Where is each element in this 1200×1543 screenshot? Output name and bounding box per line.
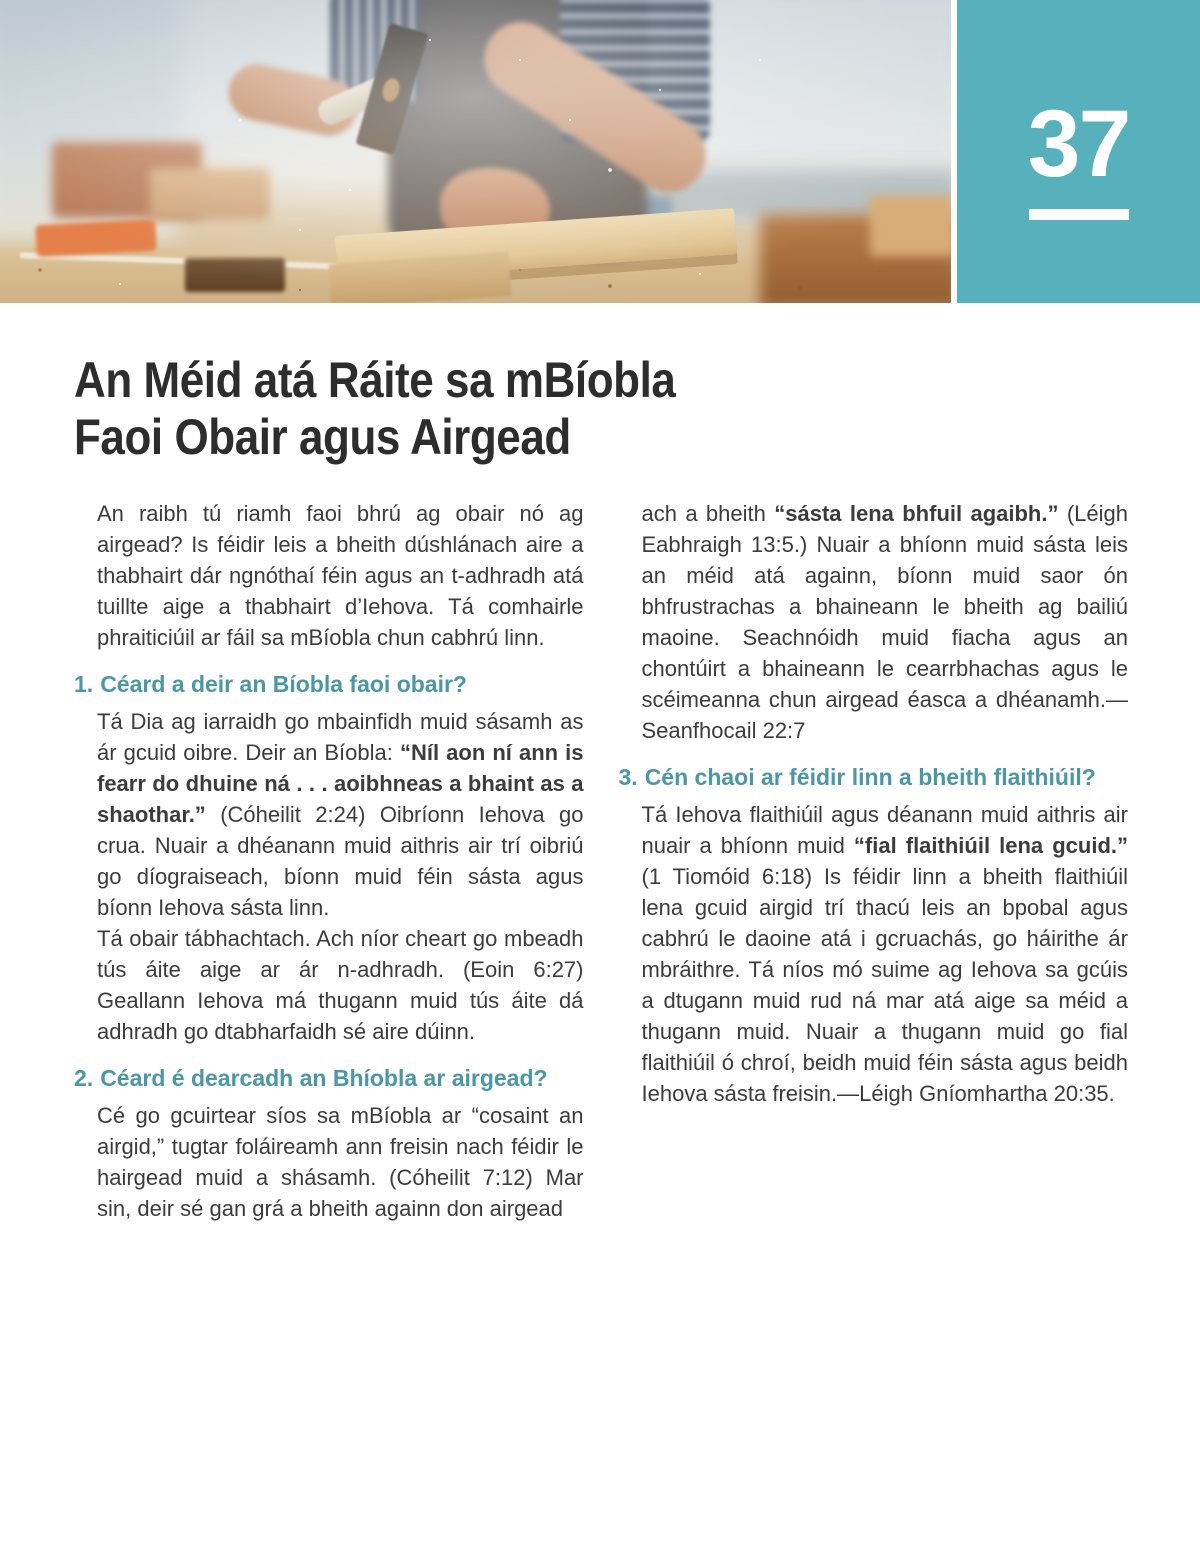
left-column xyxy=(74,498,584,1224)
photo-light-overlay xyxy=(0,0,951,303)
paragraph-text: (Léigh Eabhraigh 13:5.) Nuair a bhíonn muid sásta leis an méid atá againn, bíonn muid saor ón bhfrustrachas a bhaineann le bheith ag bailiú maoine. Seachnóidh muid fiacha agus an chontúirt a bhaineann le cearrbhachas agus le scéimeanna chun airgead éasca a dhéanamh.—Seanfhocail 22:7 xyxy=(641,501,1128,743)
paragraph-text: (1 Tiomóid 6:18) Is féidir linn a bheith flaithiúil lena gcuid airgid trí thacú leis an bpobal agus cabhrú le daoine atá i gcruachás, go háirithe ár mbráithre. Tá níos mó suime ag Iehova sa gcúis a dtugann muid rud ná mar atá aige sa méid a thugann muid. Nuair a thugann muid go fial flaithiúil ó chroí, beidh muid féin sásta agus beidh Iehova sásta freisin.—Léigh Gníomhartha 20:35. xyxy=(641,864,1128,1106)
paragraph-text: Tá obair tábhachtach. Ach níor cheart go mbeadh tús áite aige ar ár n-adhradh. (Eoin 6:27) Geallann Iehova má thugann muid tús áite dá adhradh go dtabharfaidh sé aire dúinn. xyxy=(97,926,584,1044)
page-title xyxy=(74,352,954,466)
question-heading xyxy=(74,669,584,699)
bold-scripture-quote: “sásta lena bhfuil agaibh.” xyxy=(774,501,1059,526)
lesson-number-badge xyxy=(957,0,1200,303)
paragraph xyxy=(74,706,584,923)
paragraph xyxy=(619,498,1129,746)
paragraph xyxy=(619,799,1129,1109)
question-number: 1. xyxy=(74,671,94,697)
question-heading xyxy=(619,762,1129,792)
page-title-line1: An Méid atá Ráite sa mBíobla xyxy=(74,352,676,408)
question-text: Cén chaoi ar féidir linn a bheith flaithiúil? xyxy=(644,764,1096,790)
paragraph xyxy=(74,1100,584,1224)
question-heading xyxy=(74,1063,584,1093)
lesson-number: 37 xyxy=(1027,91,1130,197)
paragraph xyxy=(74,923,584,1047)
paragraph-text: ach a bheith xyxy=(641,501,775,526)
paragraph-text: An raibh tú riamh faoi bhrú ag obair nó ag airgead? Is féidir leis a bheith dúshlánach aire a thabhairt dár ngnóthaí féin agus an t-adhradh atá tuillte aige a thabhairt d’Iehova. Tá comhairle phraiticiúil ar fáil sa mBíobla chun cabhrú linn. xyxy=(97,501,584,650)
header xyxy=(0,0,1200,303)
question-number: 2. xyxy=(74,1065,94,1091)
content-columns xyxy=(74,498,1128,1224)
paragraph-text: (Cóheilit 2:24) Oibríonn Iehova go crua. Nuair a dhéanann muid aithris air trí oibriú go díograiseach, bíonn muid féin sásta agus bíonn Iehova sásta linn. xyxy=(97,802,584,920)
question-number: 3. xyxy=(618,764,638,790)
bold-scripture-quote: “Níl aon ní ann is fearr do dhuine ná . . . aoibhneas a bhaint as a shaothar.” xyxy=(97,740,584,827)
paragraph-text: Tá Dia ag iarraidh go mbainfidh muid sásamh as ár gcuid oibre. Deir an Bíobla: xyxy=(97,709,584,765)
question-text: Céard a deir an Bíobla faoi obair? xyxy=(100,671,467,697)
bold-scripture-quote: “fial flaithiúil lena gcuid.” xyxy=(853,833,1128,858)
question-text: Céard é dearcadh an Bhíobla ar airgead? xyxy=(100,1065,548,1091)
lesson-number-underline xyxy=(1029,209,1129,220)
workshop-photo xyxy=(0,0,951,303)
paragraph-text: Tá Iehova flaithiúil agus déanann muid aithris air nuair a bhíonn muid xyxy=(641,802,1128,858)
page-title-line2: Faoi Obair agus Airgead xyxy=(74,409,571,465)
paragraph xyxy=(74,498,584,653)
paragraph-text: Cé go gcuirtear síos sa mBíobla ar “cosaint an airgid,” tugtar foláireamh ann freisin nach féidir le hairgead muid a shásamh. (Cóheilit 7:12) Mar sin, deir sé gan grá a bheith againn don airgead xyxy=(97,1103,584,1221)
right-column xyxy=(619,498,1129,1224)
